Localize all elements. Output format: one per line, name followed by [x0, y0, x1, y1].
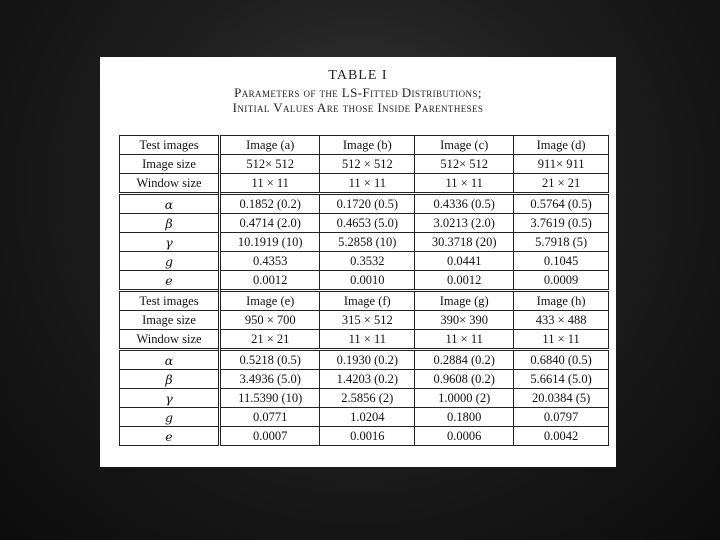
table-cell: 0.9608 (0.2) — [415, 370, 514, 389]
parameter-symbol: α — [120, 350, 220, 370]
table-cell: Image (c) — [415, 136, 514, 155]
table-cell: 911× 911 — [514, 155, 609, 174]
table-cell: 3.0213 (2.0) — [415, 214, 514, 233]
image-size-row — [120, 155, 609, 174]
table-cell: 5.6614 (5.0) — [514, 370, 609, 389]
table-cell: 433 × 488 — [514, 311, 609, 330]
table-cell: 21 × 21 — [220, 330, 320, 350]
parameter-row — [120, 350, 609, 370]
row-header-cell: Test images — [120, 291, 220, 311]
table-cell: 11 × 11 — [220, 174, 320, 194]
table-cell: 1.4203 (0.2) — [320, 370, 415, 389]
table-cell: 0.0016 — [320, 427, 415, 446]
parameter-symbol: e — [120, 271, 220, 291]
table-cell: 30.3718 (20) — [415, 233, 514, 252]
table-cell: 3.7619 (0.5) — [514, 214, 609, 233]
table-cell: 512× 512 — [415, 155, 514, 174]
table-cell: 1.0000 (2) — [415, 389, 514, 408]
window-size-row — [120, 330, 609, 350]
table-cell: 0.1045 — [514, 252, 609, 271]
row-header-cell: Window size — [120, 174, 220, 194]
table-cell: 11 × 11 — [415, 174, 514, 194]
table-cell: 11 × 11 — [320, 330, 415, 350]
table-cell: Image (g) — [415, 291, 514, 311]
table-cell: 0.4336 (0.5) — [415, 194, 514, 214]
parameter-symbol: β — [120, 370, 220, 389]
table-cell: 0.0012 — [220, 271, 320, 291]
table-cell: Image (d) — [514, 136, 609, 155]
parameter-row — [120, 408, 609, 427]
table-cell: 5.2858 (10) — [320, 233, 415, 252]
table-cell: 390× 390 — [415, 311, 514, 330]
table-cell: 512× 512 — [220, 155, 320, 174]
row-header-cell: Window size — [120, 330, 220, 350]
table-cell: 0.0797 — [514, 408, 609, 427]
row-header-cell: Test images — [120, 136, 220, 155]
table-cell: 950 × 700 — [220, 311, 320, 330]
table-cell: 0.0006 — [415, 427, 514, 446]
window-size-row — [120, 174, 609, 194]
table-cell: 0.1930 (0.2) — [320, 350, 415, 370]
table-cell: 0.0042 — [514, 427, 609, 446]
parameter-row — [120, 370, 609, 389]
table-cell: 0.5764 (0.5) — [514, 194, 609, 214]
table-label: TABLE I — [328, 68, 388, 83]
table-cell: 315 × 512 — [320, 311, 415, 330]
table-cell: Image (h) — [514, 291, 609, 311]
parameter-row — [120, 233, 609, 252]
table-cell: 512 × 512 — [320, 155, 415, 174]
table-cell: 5.7918 (5) — [514, 233, 609, 252]
test-images-row — [120, 136, 609, 155]
parameter-row — [120, 194, 609, 214]
row-header-cell: Image size — [120, 155, 220, 174]
table-cell: Image (e) — [220, 291, 320, 311]
table-cell: Image (a) — [220, 136, 320, 155]
parameter-row — [120, 389, 609, 408]
table-cell: 0.4653 (5.0) — [320, 214, 415, 233]
table-cell: Image (b) — [320, 136, 415, 155]
table-cell: 2.5856 (2) — [320, 389, 415, 408]
parameter-symbol: γ — [120, 389, 220, 408]
table-cell: 10.1919 (10) — [220, 233, 320, 252]
parameter-row — [120, 252, 609, 271]
table-cell: 0.0009 — [514, 271, 609, 291]
table-cell: 0.0771 — [220, 408, 320, 427]
table-cell: 0.4714 (2.0) — [220, 214, 320, 233]
table-cell: 0.0010 — [320, 271, 415, 291]
parameter-symbol: g — [120, 252, 220, 271]
parameter-symbol: γ — [120, 233, 220, 252]
parameter-symbol: β — [120, 214, 220, 233]
table-cell: 11 × 11 — [415, 330, 514, 350]
parameter-row — [120, 214, 609, 233]
table-cell: 20.0384 (5) — [514, 389, 609, 408]
table-cell: 11 × 11 — [514, 330, 609, 350]
table-cell: Image (f) — [320, 291, 415, 311]
table-cell: 0.2884 (0.2) — [415, 350, 514, 370]
table-cell: 0.0441 — [415, 252, 514, 271]
table-cell: 0.1852 (0.2) — [220, 194, 320, 214]
table-cell: 0.4353 — [220, 252, 320, 271]
table-cell: 11 × 11 — [320, 174, 415, 194]
table-cell: 0.0012 — [415, 271, 514, 291]
parameter-symbol: e — [120, 427, 220, 446]
parameters-table — [119, 135, 609, 446]
parameter-symbol: g — [120, 408, 220, 427]
table-cell: 0.1720 (0.5) — [320, 194, 415, 214]
table-cell: 0.5218 (0.5) — [220, 350, 320, 370]
table-cell: 21 × 21 — [514, 174, 609, 194]
table-cell: 1.0204 — [320, 408, 415, 427]
table-cell: 0.1800 — [415, 408, 514, 427]
table-caption — [100, 68, 616, 115]
slide — [100, 57, 616, 467]
table-cell: 0.0007 — [220, 427, 320, 446]
table-cell: 0.6840 (0.5) — [514, 350, 609, 370]
caption-line-2: Initial Values Are those Inside Parentheses — [232, 99, 484, 115]
table-cell: 11.5390 (10) — [220, 389, 320, 408]
test-images-row — [120, 291, 609, 311]
parameter-row — [120, 427, 609, 446]
parameter-symbol: α — [120, 194, 220, 214]
table-cell: 0.3532 — [320, 252, 415, 271]
image-size-row — [120, 311, 609, 330]
row-header-cell: Image size — [120, 311, 220, 330]
table-cell: 3.4936 (5.0) — [220, 370, 320, 389]
parameter-row — [120, 271, 609, 291]
caption-line-1: Parameters of the LS-Fitted Distributions; — [234, 84, 482, 100]
